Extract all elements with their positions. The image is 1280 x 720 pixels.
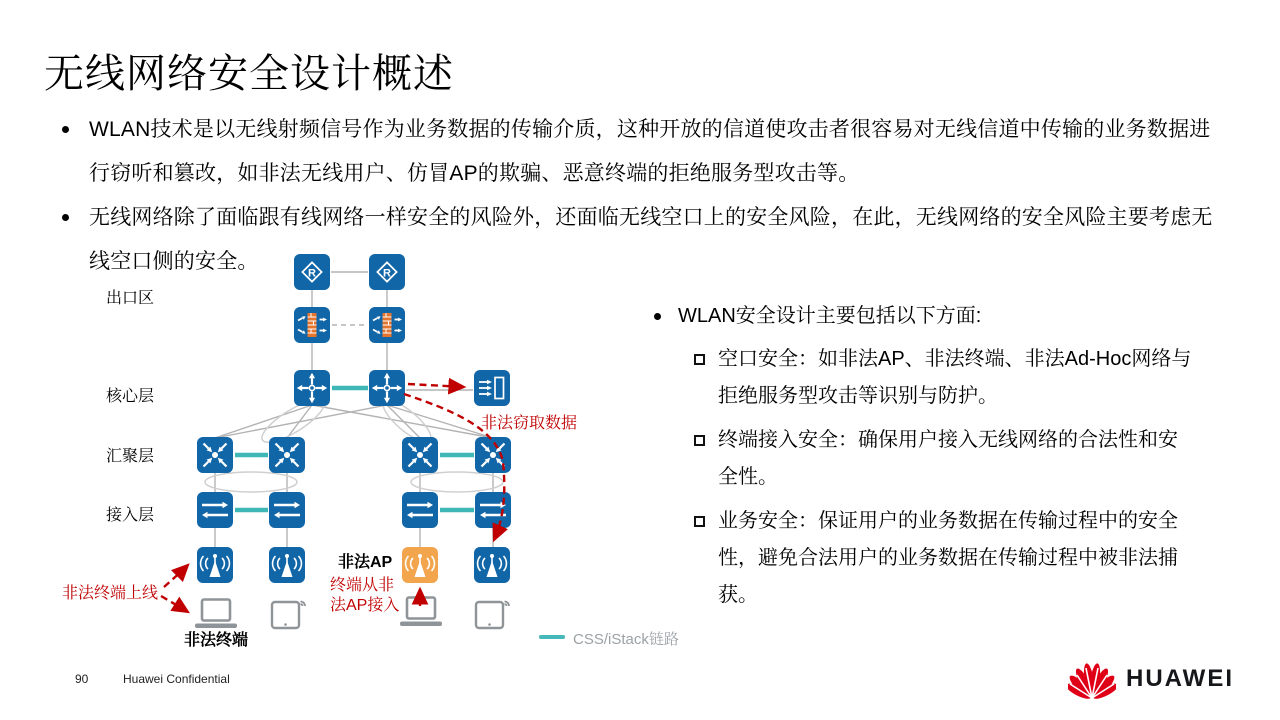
css-istack-link-label: CSS/iStack链路 bbox=[573, 631, 679, 648]
page-title: 无线网络安全设计概述 bbox=[44, 52, 454, 96]
intro-bullet-2 bbox=[60, 196, 1225, 284]
panel-item-terminal-access-text: 终端接入安全：确保用户接入无线网络的合法性和安全性。 bbox=[718, 429, 1178, 488]
confidential-label: Huawei Confidential bbox=[123, 672, 230, 686]
rogue-terminal-arrow-to-ap bbox=[164, 565, 188, 587]
intro-bullet-1 bbox=[60, 108, 1225, 196]
agg-switch-3-icon bbox=[401, 437, 439, 473]
panel-heading-row bbox=[652, 298, 1237, 335]
data-theft-arrow-to-ac bbox=[408, 384, 464, 387]
zone-label-exit: 出口区 bbox=[106, 290, 155, 307]
square-bullet-icon bbox=[694, 516, 705, 527]
zone-label-core: 核心层 bbox=[106, 388, 155, 405]
access-switch-4-icon bbox=[474, 492, 512, 528]
access-switch-3-icon bbox=[401, 492, 439, 528]
annotation-rogue-terminal: 非法终端 bbox=[184, 632, 249, 649]
laptop-rogue-ap-client-icon bbox=[398, 596, 444, 628]
wireless-terminal-4-icon bbox=[473, 597, 513, 631]
router-right-icon bbox=[368, 254, 406, 290]
panel-item-air-interface bbox=[694, 341, 1237, 415]
ap-4-icon bbox=[472, 547, 512, 583]
bullet-dot-icon bbox=[62, 214, 69, 221]
wlan-ac-icon bbox=[473, 370, 511, 406]
agg-switch-2-icon bbox=[268, 437, 306, 473]
router-left-icon bbox=[293, 254, 331, 290]
page-number: 90 bbox=[75, 672, 89, 686]
panel-item-terminal-access bbox=[694, 422, 1237, 496]
ap-1-icon bbox=[195, 547, 235, 583]
firewall-right-icon bbox=[368, 307, 406, 343]
square-bullet-icon bbox=[694, 354, 705, 365]
core-switch-right-icon bbox=[368, 370, 406, 406]
laptop-rogue-terminal-icon bbox=[193, 598, 239, 630]
agg-switch-1-icon bbox=[196, 437, 234, 473]
intro-bullets bbox=[60, 108, 1225, 284]
panel-item-service-security bbox=[694, 503, 1237, 614]
wireless-terminal-2-icon bbox=[269, 597, 309, 631]
zone-label-aggregation: 汇聚层 bbox=[106, 448, 155, 465]
access-switch-1-icon bbox=[196, 492, 234, 528]
ap-2-icon bbox=[267, 547, 307, 583]
annotation-access-via-rogue-ap: 终端从非法AP接入 bbox=[330, 577, 400, 614]
huawei-flower-icon bbox=[1068, 658, 1116, 700]
panel-item-air-interface-text: 空口安全：如非法AP、非法终端、非法Ad-Hoc网络与拒绝服务型攻击等识别与防护。 bbox=[718, 348, 1192, 407]
huawei-logo bbox=[1068, 658, 1234, 700]
core-switch-left-icon bbox=[293, 370, 331, 406]
panel-items bbox=[694, 341, 1237, 614]
bullet-dot-icon bbox=[654, 313, 661, 320]
intro-bullet-2-text: 无线网络除了面临跟有线网络一样安全的风险外，还面临无线空口上的安全风险，在此，无线网络的安全风险主要考虑无线空口侧的安全。 bbox=[89, 206, 1213, 273]
huawei-wordmark: HUAWEI bbox=[1126, 665, 1234, 692]
rogue-terminal-arrow-to-laptop bbox=[161, 596, 188, 612]
wlan-security-panel bbox=[652, 298, 1237, 621]
firewall-left-icon bbox=[293, 307, 331, 343]
annotation-rogue-ap: 非法AP bbox=[338, 554, 393, 571]
intro-bullet-1-text: WLAN技术是以无线射频信号作为业务数据的传输介质，这种开放的信道使攻击者很容易对无线信道中传输的业务数据进行窃听和篡改，如非法无线用户、仿冒AP的欺骗、恶意终端的拒绝服务型攻击等。 bbox=[89, 118, 1211, 185]
zone-label-access: 接入层 bbox=[106, 507, 155, 524]
annotation-data-theft: 非法窃取数据 bbox=[481, 415, 578, 432]
bullet-dot-icon bbox=[62, 126, 69, 133]
css-istack-link-swatch bbox=[539, 635, 565, 639]
panel-item-service-security-text: 业务安全：保证用户的业务数据在传输过程中的安全性，避免合法用户的业务数据在传输过程中被非法捕获。 bbox=[718, 510, 1178, 606]
rogue-ap-icon bbox=[400, 547, 440, 583]
access-switch-2-icon bbox=[268, 492, 306, 528]
annotation-rogue-terminal-online: 非法终端上线 bbox=[62, 585, 159, 602]
square-bullet-icon bbox=[694, 435, 705, 446]
agg-switch-4-icon bbox=[474, 437, 512, 473]
panel-heading: WLAN安全设计主要包括以下方面: bbox=[678, 305, 982, 327]
